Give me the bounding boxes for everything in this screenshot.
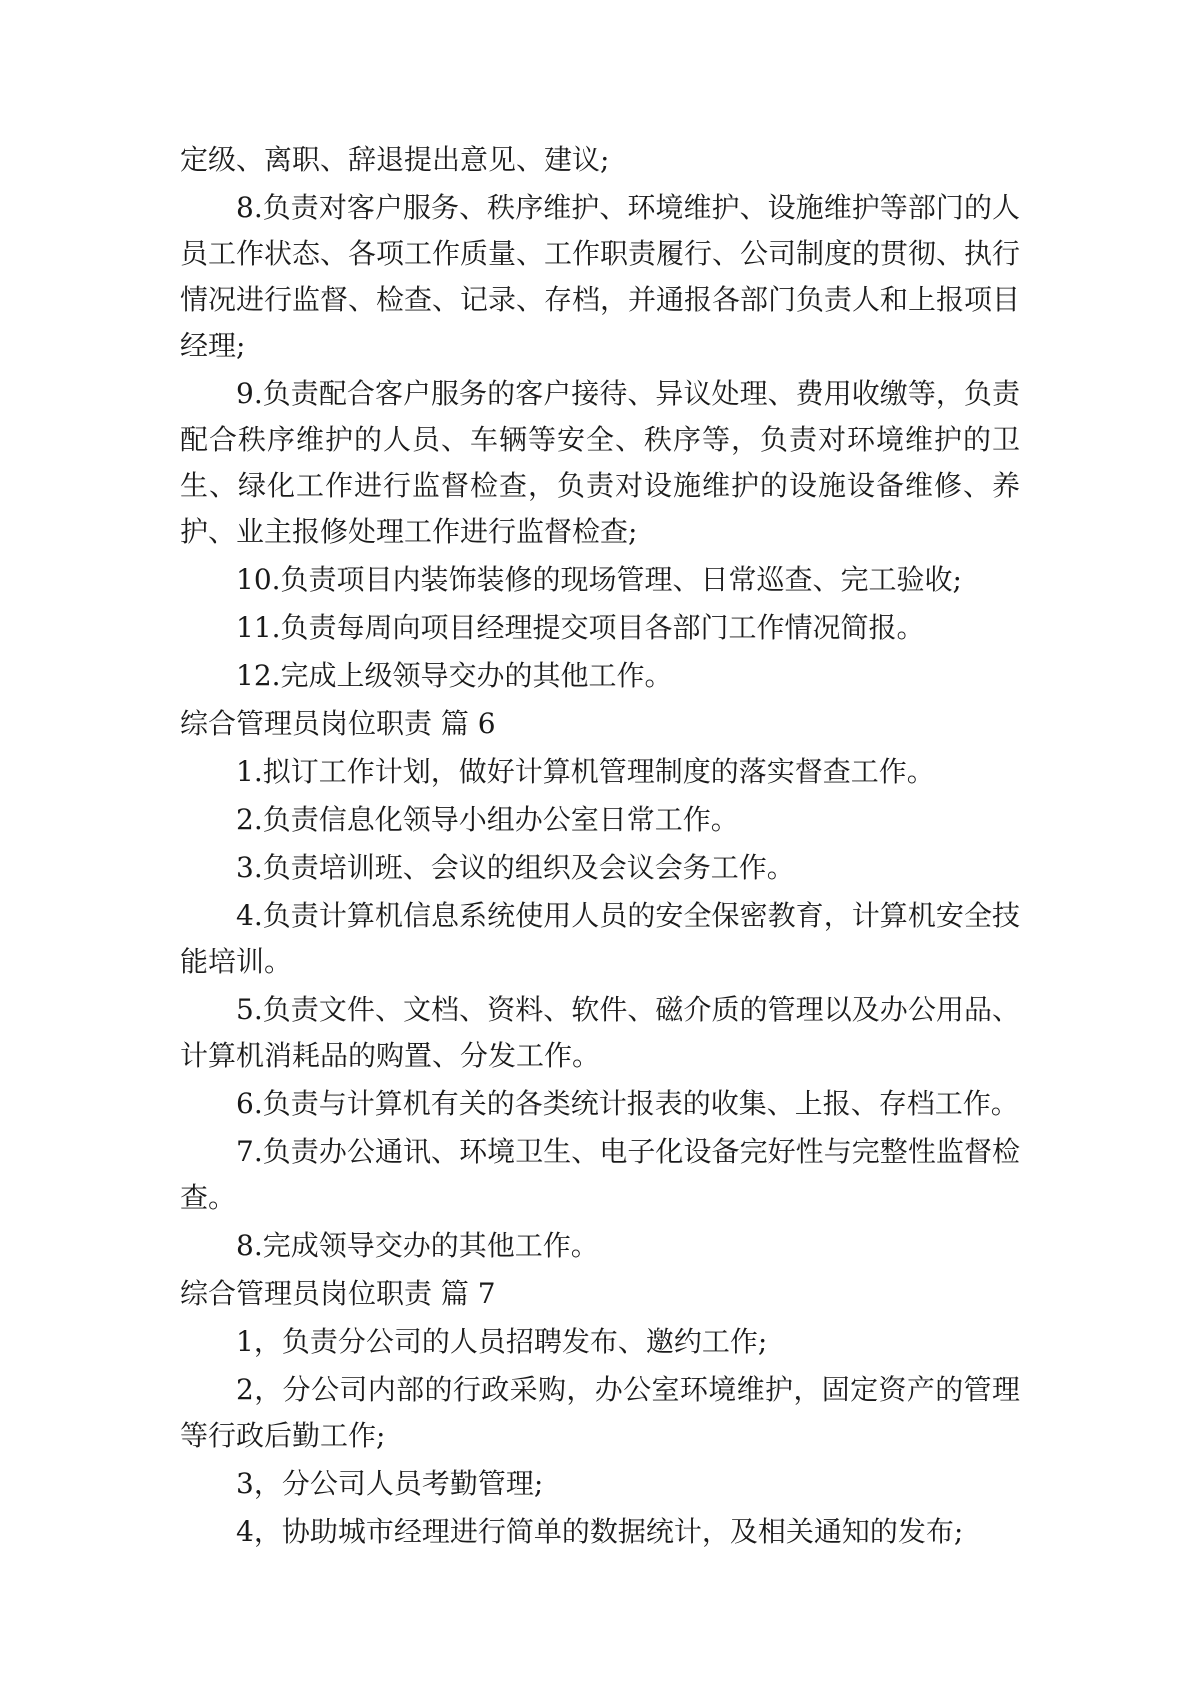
list-item: 2，分公司内部的行政采购，办公室环境维护，固定资产的管理等行政后勤工作; (180, 1373, 1020, 1452)
list-item: 5.负责文件、文档、资料、软件、磁介质的管理以及办公用品、计算机消耗品的购置、分发工作。 (180, 993, 1020, 1072)
section-heading: 综合管理员岗位职责 篇 6 (180, 707, 496, 740)
list-item: 1.拟订工作计划，做好计算机管理制度的落实督查工作。 (236, 755, 935, 788)
list-item: 3.负责培训班、会议的组织及会议会务工作。 (236, 851, 795, 884)
list-item: 3，分公司人员考勤管理; (236, 1467, 544, 1500)
section-heading: 综合管理员岗位职责 篇 7 (180, 1277, 496, 1310)
list-item: 2.负责信息化领导小组办公室日常工作。 (236, 803, 739, 836)
list-item: 1，负责分公司的人员招聘发布、邀约工作; (236, 1325, 768, 1358)
list-item: 9.负责配合客户服务的客户接待、异议处理、费用收缴等，负责配合秩序维护的人员、车辆等安全、秩序等，负责对环境维护的卫生、绿化工作进行监督检查，负责对设施维护的设施设备维修、养护、业主报修处理工作进行监督检查; (180, 377, 1020, 548)
document-page (180, 137, 1020, 1557)
list-item: 11.负责每周向项目经理提交项目各部门工作情况简报。 (236, 611, 925, 644)
list-item: 4，协助城市经理进行简单的数据统计，及相关通知的发布; (236, 1515, 964, 1548)
list-item: 8.负责对客户服务、秩序维护、环境维护、设施维护等部门的人员工作状态、各项工作质量、工作职责履行、公司制度的贯彻、执行情况进行监督、检查、记录、存档，并通报各部门负责人和上报项目经理; (180, 191, 1021, 362)
list-item: 10.负责项目内装饰装修的现场管理、日常巡查、完工验收; (236, 563, 962, 596)
list-item: 6.负责与计算机有关的各类统计报表的收集、上报、存档工作。 (236, 1087, 1019, 1120)
list-item: 7.负责办公通讯、环境卫生、电子化设备完好性与完整性监督检查。 (180, 1135, 1020, 1214)
list-item: 8.完成领导交办的其他工作。 (236, 1229, 599, 1262)
list-item: 4.负责计算机信息系统使用人员的安全保密教育，计算机安全技能培训。 (180, 899, 1020, 978)
paragraph-continuation: 定级、离职、辞退提出意见、建议; (180, 143, 610, 176)
list-item: 12.完成上级领导交办的其他工作。 (236, 659, 673, 692)
